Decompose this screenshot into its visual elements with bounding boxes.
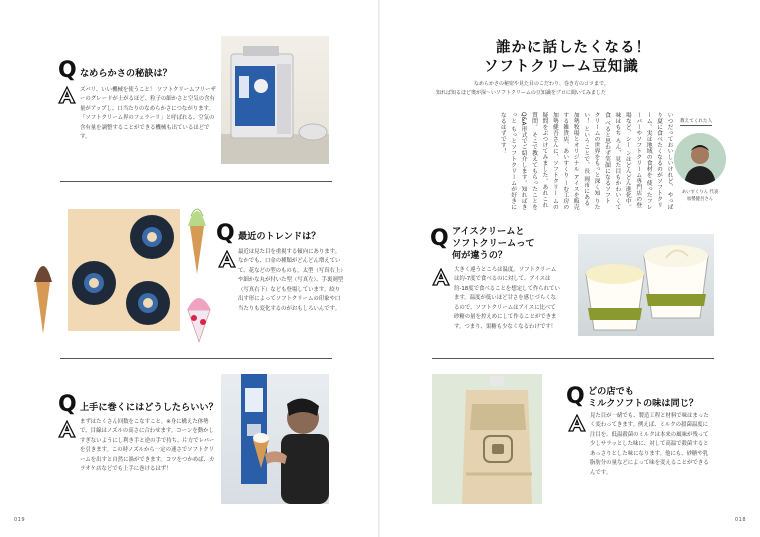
intro-col: 使ったフレーバーやソフトクリーム専門店の登場など、シー [624,112,652,211]
intro-col: ムの疑問をぶつけてみました。あれこれ質問。 [530,112,558,211]
question-title: 最近のトレンドは？ [238,231,321,242]
question-line: どの店でも [588,386,634,397]
page-number: 018 [734,517,746,523]
answer-text: 最近は見た目を重視する傾向にあります。なかでも、口金の種類がどんどん増えていて、花などの型のものも。太型（写真右上）や細かな丸が付いた型（写真左）、手裏剣型（写真右下）なども登場しています。絞り出す形によってソフトクリームの印象や口当たりも変化するのがおもしろいんです。 [238,249,344,312]
intro-col: りたい！ ということで、長 [582,112,600,211]
intro-col: クリームの世界をもっと深く知 [593,112,600,196]
question-title: なめらかさの秘訣は？ [80,68,172,79]
q-mark: Q [58,392,77,417]
intro-col: べると思わず笑顔になるソフト [603,120,610,205]
intro-col: アイスを販売する雑貨店、あいすくり [561,112,579,211]
interviewee-tag: 教えてくれた人 [680,119,713,124]
intro-col: ーむ工房の加勢健吾さんに、ソフトクリー [551,112,568,211]
interviewee-role: あいすくりん 代表 [681,190,719,195]
qa-milk-taste [380,0,760,537]
q-mark: Q [216,221,235,246]
page-number: 019 [14,517,26,523]
answer-text: ズバリ、いい機械を使うこと！ ソフトクリームフリーザーのグレードが上がるほど、粒子の細かさと空気の含有量がアップし、口当たりのなめらかさにつながります。「ソフトクリーム界のフェラーリ」と呼ばれる、空気の含有量を調整することができる機械も出ているほどです。 [80,87,216,141]
question-title [588,386,698,410]
intro-col: ンはどんどん進化中。味はもち [613,112,631,211]
intro-col: そこで教えてもらったことをQ&A形式でご紹介します。知ればきっと [509,112,537,211]
lead-line2: 知れば知るほど奥が深〜いソフトクリームの豆知識をプロに聞いてみました [436,90,606,96]
swirling-soft-serve-photo [221,374,329,504]
question-line: アイスクリームと [452,226,525,237]
question-title: 上手に巻くにはどうしたらいい？ [80,402,218,413]
q-mark: Q [566,384,585,409]
lead-line1: なめらかさの秘密や見た目のこだわり、巻き方のコツまで。 [474,81,609,87]
intro-col: ろん、見た目もかわいくて食 [603,112,620,211]
answer-text: 大きく違うところは温度。ソフトクリームは約-7度で食べるのに対して、アイスは約-18度で食べることを想定して作られています。温度が低いほど甘さを感じづらくなるので、ソフトクリームはアイスに比べて砂糖の量を控えめにして作ることができます。つまり、果糖も少なくなるわけです！ [454,267,560,330]
intro-col: やっぱり夏に食べたくなるのがソフトクリーム。実は地域の食材を [645,112,672,211]
headline-line2: ソフトクリーム豆知識 [484,59,639,75]
right-page [380,0,760,537]
intro-col: もっとソフトクリームが好きになるはずです！ [499,112,516,211]
a-mark-icon [568,414,586,432]
q-mark: Q [58,58,77,83]
a-mark-icon [58,420,76,438]
answer-text: まずはたくさん回数をこなすこと。※身に構えた体勢で、目線はノズルの高さに合わせます。コーンを動かしすぎないようにし利き手と逆の手で持ち、片方でレバーを引きます。この時ノズルから一定の速さでソフトクリームを出すと自然に渦ができます。コツをつかめば、カラオケ店などでも上手に巻けるはず！ [80,419,215,473]
q-mark: Q [430,226,449,251]
interviewee-name: 加勢健吾さん [686,196,714,202]
headline-line1: 誰かに話したくなる！ [496,40,651,56]
question-line: ソフトクリームって [452,237,535,249]
question-line: 何が違うの？ [452,249,508,261]
question-line: ミルクソフトの味は同じ？ [588,397,699,409]
intro-col: いつだっておいしいけれど、 [666,112,672,190]
answer-text: 見た目が一緒でも、製造工程と材料で味はまったく変わってきます。例えば、ミルクの殺菌温度に注目を。低温殺菌のミルクは本来の風味が残って少しサラッとした味に、対して高温で殺菌するとあっさりとした味になります。他にも、砂糖や乳脂肪分の量などによって味を変えることができるんです。 [590,413,709,476]
intro-col: 岡市にある加勢牧場とオリジナル [572,112,589,207]
